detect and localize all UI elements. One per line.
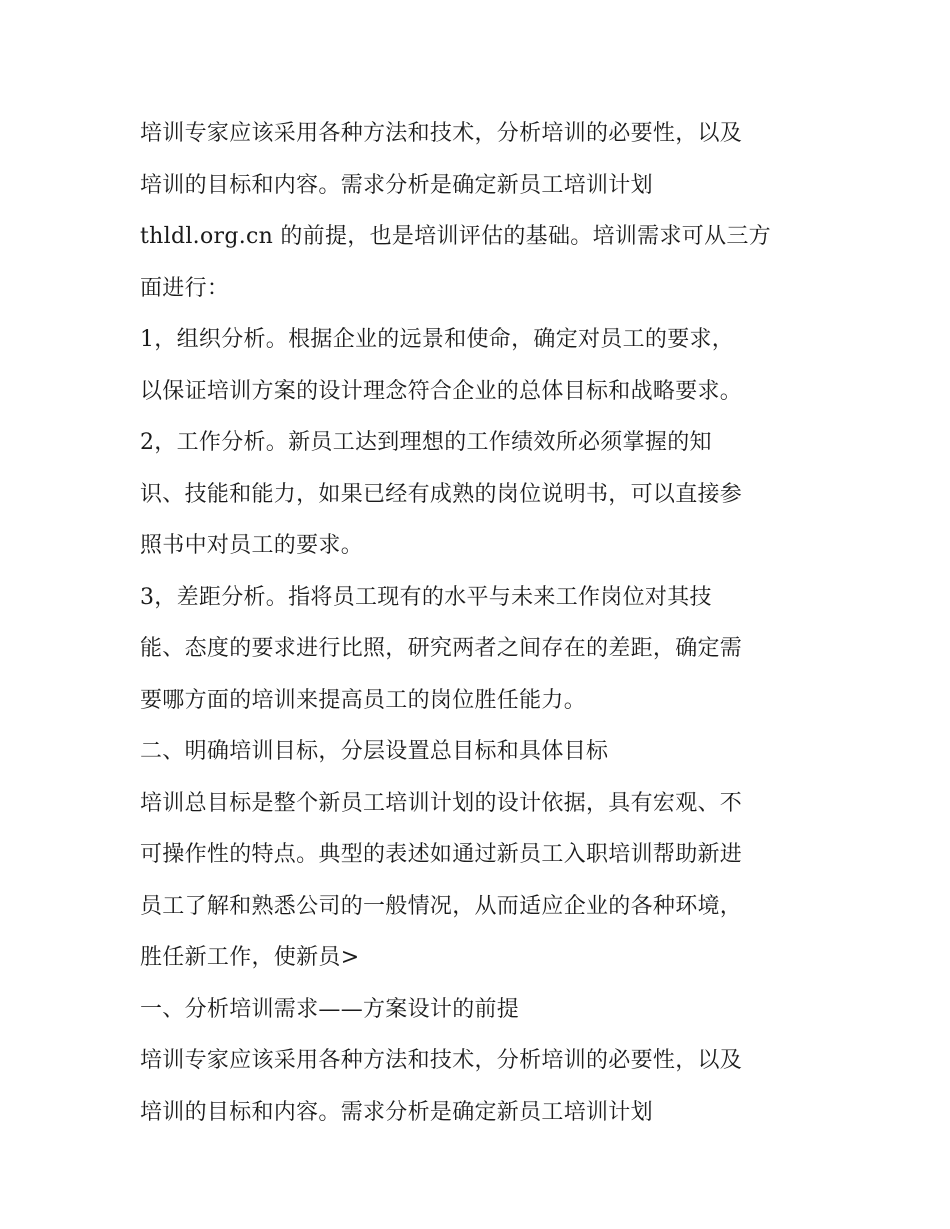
text-line: 培训专家应该采用各种方法和技术，分析培训的必要性，以及 xyxy=(140,1048,743,1073)
text-line: 培训的目标和内容。需求分析是确定新员工培训计划 xyxy=(140,1099,653,1125)
text-line: 胜任新工作，使新员> xyxy=(140,945,360,970)
text-line: 1，组织分析。根据企业的远景和使命，确定对员工的要求， xyxy=(140,327,735,352)
text-line: 照书中对员工的要求。 xyxy=(140,533,364,558)
text-line: 2，工作分析。新员工达到理想的工作绩效所必须掌握的知 xyxy=(140,430,712,455)
section-heading: 二、明确培训目标，分层设置总目标和具体目标 xyxy=(140,739,609,764)
text-line: 识、技能和能力，如果已经有成熟的岗位说明书，可以直接参 xyxy=(140,481,743,507)
text-line: 能、态度的要求进行比照，研究两者之间存在的差距，确定需 xyxy=(140,636,743,661)
document-body xyxy=(140,108,820,1138)
text-line: 3，差距分析。指将员工现有的水平与未来工作岗位对其技 xyxy=(140,584,712,610)
text-line: 员工了解和熟悉公司的一般情况，从而适应企业的各种环境， xyxy=(140,893,743,919)
text-line: 要哪方面的培训来提高员工的岗位胜任能力。 xyxy=(140,687,587,713)
section-heading: 一、分析培训需求——方案设计的前提 xyxy=(140,996,520,1022)
text-line: 以保证培训方案的设计理念符合企业的总体目标和战略要求。 xyxy=(140,378,743,404)
text-line: 可操作性的特点。典型的表述如通过新员工入职培训帮助新进 xyxy=(140,842,743,867)
text-line: thldl.org.cn 的前提，也是培训评估的基础。培训需求可从三方 xyxy=(140,224,771,249)
text-line: 培训专家应该采用各种方法和技术，分析培训的必要性，以及 xyxy=(140,121,743,146)
text-line: 培训的目标和内容。需求分析是确定新员工培训计划 xyxy=(140,172,653,198)
text-line: 培训总目标是整个新员工培训计划的设计依据，具有宏观、不 xyxy=(140,790,743,816)
text-line: 面进行： xyxy=(140,275,230,301)
